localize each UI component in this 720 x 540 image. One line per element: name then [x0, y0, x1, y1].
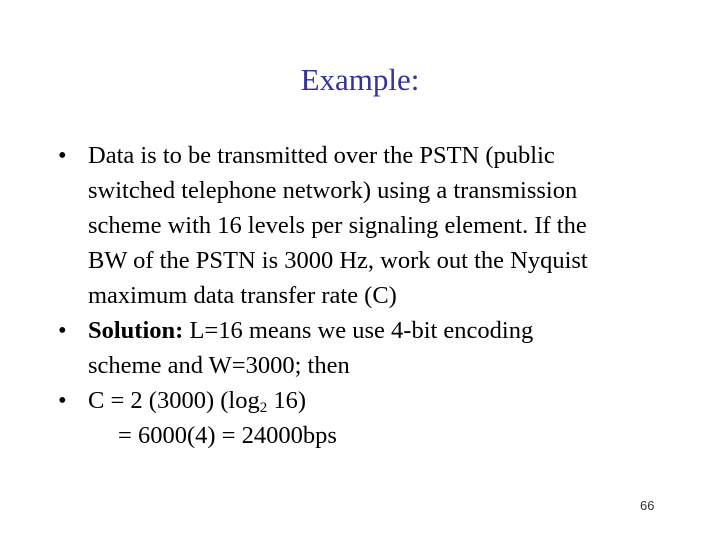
bullet-item-formula [58, 383, 688, 453]
solution-text: L=16 means we use 4-bit encoding [183, 317, 534, 344]
bullet-list [58, 138, 688, 453]
formula-suffix: 16) [267, 387, 306, 414]
problem-line: BW of the PSTN is 3000 Hz, work out the Nyquist [88, 247, 588, 274]
solution-label: Solution: [88, 317, 184, 344]
bullet-item-problem [58, 138, 688, 313]
problem-line: scheme with 16 levels per signaling element. If the [88, 212, 587, 239]
page-number: 66 [640, 498, 655, 513]
bullet-item-solution [58, 313, 688, 383]
solution-line [58, 313, 688, 348]
slide-title: Example: [300, 62, 420, 97]
log-base: 2 [259, 400, 268, 416]
solution-line: scheme and W=3000; then [88, 352, 350, 379]
formula-line [58, 383, 688, 418]
formula-result: = 6000(4) = 24000bps [118, 422, 337, 449]
problem-line: maximum data transfer rate (C) [88, 282, 397, 309]
bullet-icon: • [58, 142, 67, 169]
formula-prefix: C = 2 (3000) (log [88, 387, 260, 414]
problem-line: switched telephone network) using a transmission [88, 177, 578, 204]
bullet-icon: • [58, 317, 67, 344]
bullet-icon: • [58, 387, 67, 414]
problem-line: Data is to be transmitted over the PSTN (public [88, 142, 555, 169]
